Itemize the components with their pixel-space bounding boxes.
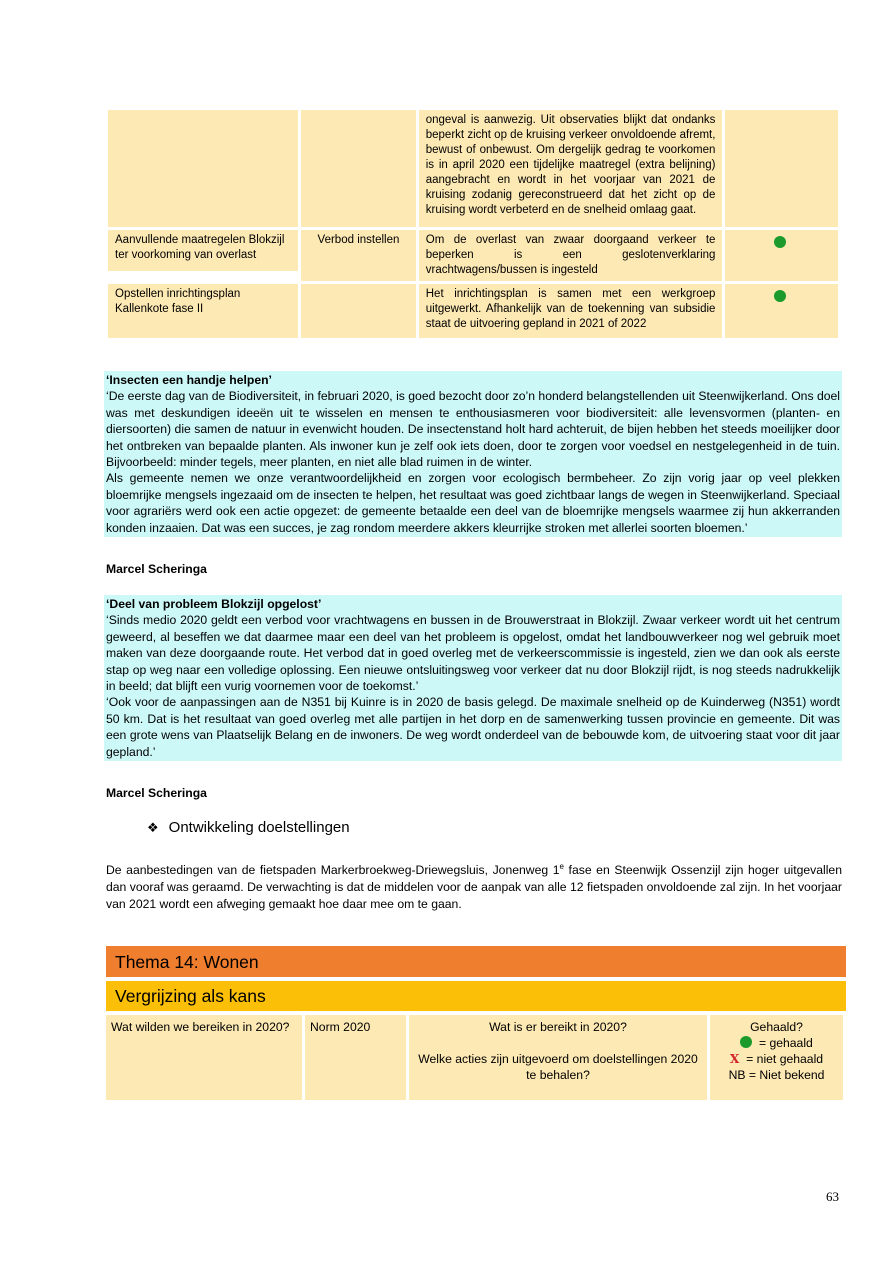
section-heading xyxy=(147,819,350,836)
quote-insecten xyxy=(104,371,842,537)
quote-blokzijl xyxy=(104,595,842,761)
status-cell xyxy=(725,284,838,338)
body-paragraph: De aanbestedingen van de fietspaden Markerbroekweg-Driewegsluis, Jonenweg 1e fase en Steenwijk Ossenzijl zijn hoger uitgevallen dan vooraf was geraamd. De verwachting is dat de middelen voor de aanpak van alle 12 fietspaden onvoldoende zal zijn. In het voorjaar van 2021 wordt een afweging gemaakt hoe daar mee om te gaan. xyxy=(106,862,842,912)
theme-subtitle-bar: Vergrijzing als kans xyxy=(106,981,846,1011)
diamond-bullet-icon: ❖ xyxy=(147,820,159,835)
table-row xyxy=(108,110,838,227)
status-gehaald-icon xyxy=(774,290,786,302)
status-cell xyxy=(725,230,838,281)
gehaald-dot-icon xyxy=(740,1036,752,1048)
header-goal: Wat wilden we bereiken in 2020? xyxy=(106,1015,302,1100)
result-cell: Om de overlast van zwaar doorgaand verkeer te beperken is een geslotenverklaring vrachtwagens/bussen is ingesteld xyxy=(419,230,723,281)
niet-gehaald-x-icon: X xyxy=(729,1052,740,1066)
quote-author: Marcel Scheringa xyxy=(106,786,207,800)
quote-paragraph: Als gemeente nemen we onze verantwoordelijkheid en zorgen voor ecologisch bermbeheer. Zo zijn vorig jaar op veel plekken bloemrijke mengsels ingezaaid om de insecten te helpen, het resultaat was goed zichtbaar langs de wegen in Steenwijkerland. Speciaal voor agrariërs werd ook een actie opgezet: de gemeente betaalde een deel van de bloemrijke mengsels waarmee zij hun akkerranden konden inzaaien. Dat was een succes, je zag rondom meerdere akkers kleurrijke stroken met allerlei soorten bloemen.’ xyxy=(106,471,840,535)
norm-cell xyxy=(301,284,416,338)
header-result: Wat is er bereikt in 2020? Welke acties zijn uitgevoerd om doelstellingen 2020 te behalen? xyxy=(409,1015,707,1100)
quote-paragraph: ‘De eerste dag van de Biodiversiteit, in februari 2020, is goed bezocht door zo’n honderd belangstellenden uit Steenwijkerland. Ons doel was met deskundigen ideeën uit te wisselen en mensen te enthousiasmeren voor biodiversiteit: alle levensvormen (planten- en diersoorten) die samen de natuur in evenwicht houden. De insectenstand holt hard achteruit, de bijen hebben het steeds moeilijker door het ontbreken van bepaalde planten. Als inwoner kun je zelf ook iets doen, door te zorgen voor voedsel en nestgelegenheid in de tuin. Bijvoorbeeld: minder tegels, meer planten, en niet alle blad ruimen in de winter. xyxy=(106,389,840,470)
table-row xyxy=(108,230,838,281)
norm-cell xyxy=(301,110,416,227)
result-cell: ongeval is aanwezig. Uit observaties blijkt dat ondanks beperkt zicht op de kruising verkeer onvoldoende afremt, bewust of onbewust. Om dergelijk gedrag te voorkomen is in april 2020 een tijdelijke maatregel (extra belijning) aangebracht en wordt in het voorjaar van 2021 de kruising zodanig gereconstrueerd dat het zicht op de kruising wordt verbeterd en de snelheid omlaag gaat. xyxy=(419,110,723,227)
goal-cell: Aanvullende maatregelen Blokzijl ter voorkoming van overlast xyxy=(108,230,298,271)
goal-cell xyxy=(108,110,298,227)
quote-title: ‘Deel van probleem Blokzijl opgelost’ xyxy=(106,597,322,611)
section-heading-text: Ontwikkeling doelstellingen xyxy=(168,819,350,836)
header-status-legend: Gehaald? = gehaald X = niet gehaald NB = Niet bekend xyxy=(710,1015,843,1100)
quote-paragraph: ‘Ook voor de aanpassingen aan de N351 bij Kuinre is in 2020 de basis gelegd. De maximale snelheid op de Kuinderweg (N351) wordt 50 km. Dat is het resultaat van goed overleg met alle partijen in het dorp en de samenwerking tussen provincie en gemeente. Dit was een grote wens van Plaatselijk Belang en de inwoners. De weg wordt onderdeel van de bebouwde kom, de uitvoering staat voor dit jaar gepland.’ xyxy=(106,695,840,759)
norm-cell: Verbod instellen xyxy=(301,230,416,281)
quote-paragraph: ‘Sinds medio 2020 geldt een verbod voor vrachtwagens en bussen in de Brouwerstraat in Blokzijl. Zwaar verkeer wordt uit het centrum geweerd, al beseffen we dat daarmee maar een deel van het probleem is opgelost, omdat het landbouwverkeer nog wel gebruik moet maken van deze doorgaande route. Het verbod dat in goed overleg met de verkeerscommissie is ingesteld, zien we dan ook als eerste stap op weg naar een volledige oplossing. Een nieuwe ontsluitingsweg voor verkeer dat nu door Blokzijl rijdt, is nog steeds nadrukkelijk in beeld; dat blijft een vurig voornemen voor de toekomst.’ xyxy=(106,613,840,694)
page-number: 63 xyxy=(826,1189,839,1204)
header-table xyxy=(106,1015,846,1100)
goal-cell: Opstellen inrichtingsplan Kallenkote fase II xyxy=(108,284,298,338)
quote-title: ‘Insecten een handje helpen’ xyxy=(106,373,272,387)
table-row xyxy=(108,284,838,338)
status-cell xyxy=(725,110,838,227)
status-gehaald-icon xyxy=(774,236,786,248)
header-norm: Norm 2020 xyxy=(305,1015,406,1100)
result-cell: Het inrichtingsplan is samen met een werkgroep uitgewerkt. Afhankelijk van de toekenning van subsidie staat de uitvoering gepland in 2021 of 2022 xyxy=(419,284,723,338)
progress-table xyxy=(108,110,838,341)
theme-title-bar: Thema 14: Wonen xyxy=(106,946,846,977)
quote-author: Marcel Scheringa xyxy=(106,562,207,576)
